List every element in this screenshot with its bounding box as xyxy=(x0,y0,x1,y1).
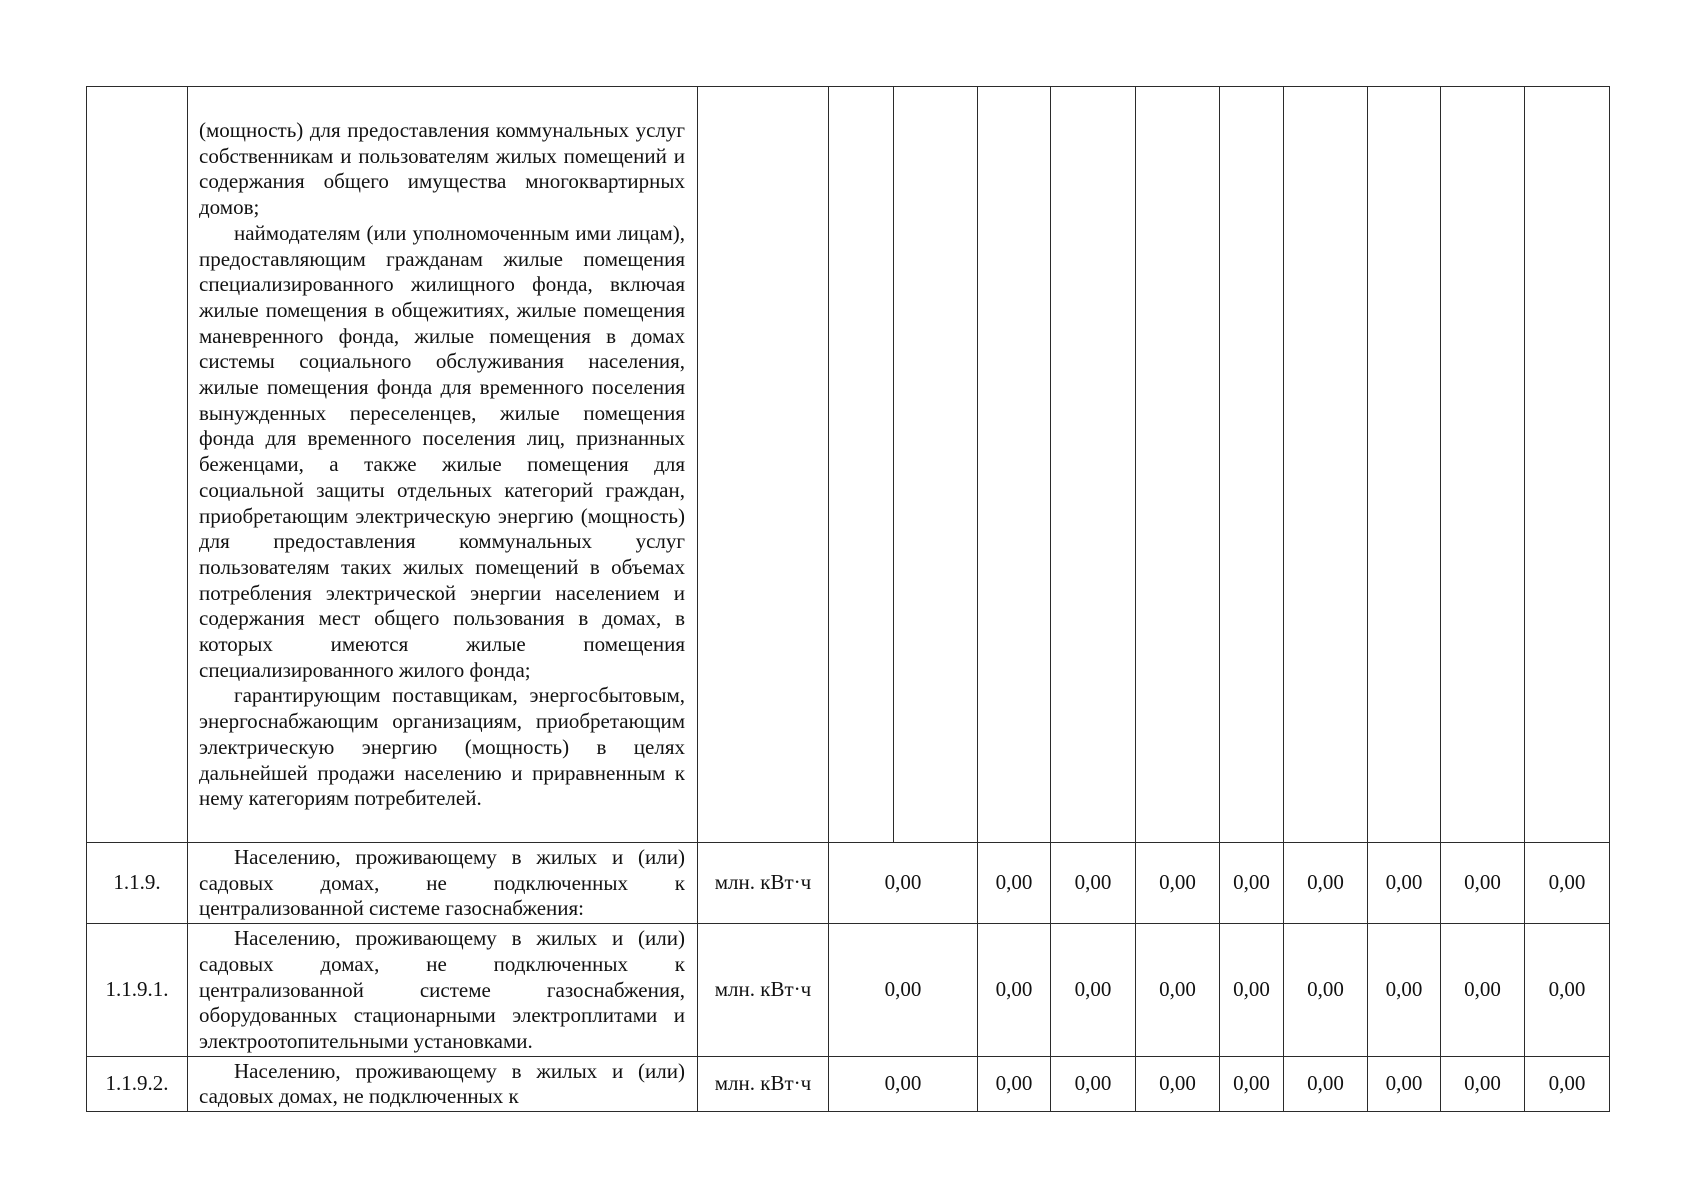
row-number: 1.1.9.1. xyxy=(87,924,188,1057)
value-cell: 0,00 xyxy=(829,1056,978,1111)
value-cell: 0,00 xyxy=(1368,924,1441,1057)
value-cell: 0,00 xyxy=(1220,924,1284,1057)
value-cell: 0,00 xyxy=(1441,924,1525,1057)
value-cell: 0,00 xyxy=(1284,924,1368,1057)
description-paragraph: наймодателям (или уполномоченным ими лицам), предоставляющим гражданам жилые помещения специализированного жилищного фонда, включая жилые помещения в общежитиях, жилые помещения маневренного фонда, жилые помещения в домах системы социального обслуживания населения, жилые помещения фонда для временного поселения вынужденных переселенцев, жилые помещения фонда для временного поселения лиц, признанных беженцами, а также жилые помещения для социальной защиты отдельных категорий граждан, приобретающим электрическую энергию (мощность) для предоставления коммунальных услуг пользователям таких жилых помещений в объемах потребления электрической энергии населением и содержания мест общего пользования в домах, в которых имеются жилые помещения специализированного жилого фонда; xyxy=(199,220,685,682)
row-number xyxy=(87,87,188,843)
value-cell: 0,00 xyxy=(1220,1056,1284,1111)
value-cell xyxy=(1284,87,1368,843)
value-cell: 0,00 xyxy=(1525,924,1610,1057)
description-paragraph: (мощность) для предоставления коммунальных услуг собственникам и пользователям жилых помещений и содержания общего имущества многоквартирных домов; xyxy=(199,118,685,220)
value-cell xyxy=(1368,87,1441,843)
value-cell xyxy=(1220,87,1284,843)
row-description xyxy=(188,924,698,1057)
description-paragraph: гарантирующим поставщикам, энергосбытовым, энергоснабжающим организациям, приобретающим электрическую энергию (мощность) в целях дальнейшей продажи населению и приравненным к нему категориям потребителей. xyxy=(199,683,685,811)
tariff-table xyxy=(86,86,1610,1112)
table-row xyxy=(87,1056,1610,1111)
description-paragraph: Населению, проживающему в жилых и (или) садовых домах, не подключенных к централизованной системе газоснабжения: xyxy=(199,845,685,921)
value-cell: 0,00 xyxy=(1368,1056,1441,1111)
value-cell: 0,00 xyxy=(978,843,1051,924)
value-cell: 0,00 xyxy=(829,843,978,924)
value-cell: 0,00 xyxy=(1136,1056,1220,1111)
row-description xyxy=(188,87,698,843)
value-cell xyxy=(1136,87,1220,843)
value-cell xyxy=(1525,87,1610,843)
row-description xyxy=(188,843,698,924)
value-cell: 0,00 xyxy=(1051,843,1136,924)
value-cell: 0,00 xyxy=(1525,1056,1610,1111)
value-cell: 0,00 xyxy=(1284,843,1368,924)
value-cell: 0,00 xyxy=(829,924,978,1057)
value-cell xyxy=(894,87,978,843)
value-cell: 0,00 xyxy=(1051,1056,1136,1111)
description-paragraph: Населению, проживающему в жилых и (или) садовых домах, не подключенных к xyxy=(199,1058,685,1109)
value-cell: 0,00 xyxy=(1284,1056,1368,1111)
row-unit xyxy=(698,87,829,843)
value-cell xyxy=(1051,87,1136,843)
value-cell: 0,00 xyxy=(1368,843,1441,924)
description-paragraph: Населению, проживающему в жилых и (или) садовых домах, не подключенных к централизованной системе газоснабжения, оборудованных стационарными электроплитами и электроотопительными установками. xyxy=(199,926,685,1053)
value-cell: 0,00 xyxy=(1441,843,1525,924)
value-cell: 0,00 xyxy=(978,1056,1051,1111)
value-cell xyxy=(829,87,894,843)
table-row xyxy=(87,843,1610,924)
value-cell: 0,00 xyxy=(1051,924,1136,1057)
value-cell: 0,00 xyxy=(1220,843,1284,924)
table-row xyxy=(87,924,1610,1057)
row-description xyxy=(188,1056,698,1111)
value-cell xyxy=(1441,87,1525,843)
value-cell: 0,00 xyxy=(1136,924,1220,1057)
row-unit: млн. кВт·ч xyxy=(698,924,829,1057)
value-cell xyxy=(978,87,1051,843)
value-cell: 0,00 xyxy=(978,924,1051,1057)
table-body xyxy=(87,87,1610,1112)
row-unit: млн. кВт·ч xyxy=(698,1056,829,1111)
row-unit: млн. кВт·ч xyxy=(698,843,829,924)
value-cell: 0,00 xyxy=(1525,843,1610,924)
row-number: 1.1.9. xyxy=(87,843,188,924)
table-row xyxy=(87,87,1610,843)
value-cell: 0,00 xyxy=(1441,1056,1525,1111)
value-cell: 0,00 xyxy=(1136,843,1220,924)
row-number: 1.1.9.2. xyxy=(87,1056,188,1111)
